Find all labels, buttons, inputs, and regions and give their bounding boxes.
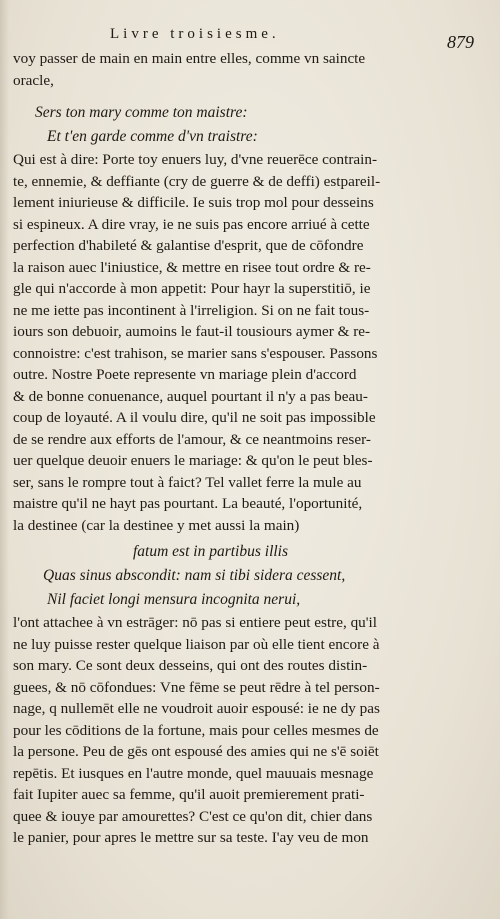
text-line: si espineux. A dire vray, ie ne suis pas encore arriué à cette xyxy=(13,215,370,233)
text-line: Qui est à dire: Porte toy enuers luy, d'vne reuerēce contrain- xyxy=(13,151,378,168)
text-line: connoistre: c'est trahison, se marier sans s'espouser. Passons xyxy=(13,344,378,362)
page-gutter-shadow xyxy=(0,0,9,919)
text-line: ser, sans le rompre tout à faict? Tel vallet ferre la mule au xyxy=(13,473,362,491)
verse-line: fatum est in partibus illis xyxy=(133,543,289,560)
page-body xyxy=(13,48,483,849)
text-line: son mary. Ce sont deux desseins, qui ont des routes distin- xyxy=(13,657,368,674)
running-title: Livre troisiesme. xyxy=(110,26,280,42)
text-line: te, ennemie, & deffiante (cry de guerre & de deffi) estpareil- xyxy=(13,172,381,190)
text-line: lement iniurieuse & difficile. Ie suis trop mol pour desseins xyxy=(13,194,374,211)
text-line: pour les cōditions de la fortune, mais pour celles mesmes de xyxy=(13,721,379,739)
text-line: iours son debuoir, aumoins le faut-il tousiours aymer & re- xyxy=(13,323,371,340)
text-line: de se rendre aux efforts de l'amour, & ce neantmoins reser- xyxy=(13,430,371,448)
text-line: la persone. Peu de gēs ont espousé des amies qui ne s'ē soiēt xyxy=(13,743,379,760)
text-line: uer quelque deuoir enuers le mariage: & qu'on le peut bles- xyxy=(13,452,373,469)
text-line: la raison auec l'iniustice, & mettre en risee tout ordre & re- xyxy=(13,258,371,276)
verse-line: Quas sinus abscondit: nam si tibi sidera cessent, xyxy=(43,567,346,584)
text-line: guees, & nō cōfondues: Vne fēme se peut rēdre à tel person- xyxy=(13,678,380,696)
verse-line: Et t'en garde comme d'vn traistre: xyxy=(47,128,258,145)
page-number: 879 xyxy=(447,32,474,52)
text-line: coup de loyauté. A il voulu dire, qu'il ne soit pas impossible xyxy=(13,409,376,426)
text-line: repētis. Et iusques en l'autre monde, quel mauuais mesnage xyxy=(13,764,374,782)
text-line: oracle, xyxy=(13,71,54,89)
text-line: maistre qu'il ne hayt pas pourtant. La beauté, l'oportunité, xyxy=(13,495,363,512)
text-line: l'ont attachee à vn estrāger: nō pas si entiere peut estre, qu'il xyxy=(13,614,377,631)
text-line: voy passer de main en main entre elles, comme vn saincte xyxy=(13,50,366,67)
text-line: fait Iupiter auec sa femme, qu'il auoit premierement prati- xyxy=(13,786,365,803)
text-line: & de bonne conuenance, auquel pourtant il n'y a pas beau- xyxy=(13,387,368,405)
text-line: nage, q nullemēt elle ne voudroit auoir espousé: ie ne dy pas xyxy=(13,700,380,717)
text-line: le panier, pour apres le mettre sur sa teste. I'ay veu de mon xyxy=(13,829,369,846)
text-line: quee & iouye par amourettes? C'est ce qu'on dit, chier dans xyxy=(13,807,373,825)
verse-line: Nil faciet longi mensura incognita nerui, xyxy=(47,591,301,608)
verse-line: Sers ton mary comme ton maistre: xyxy=(35,104,248,121)
text-line: gle qui n'accorde à mon appetit: Pour hayr la superstitiō, ie xyxy=(13,280,371,297)
text-line: perfection d'habileté & galantise d'esprit, que de cōfondre xyxy=(13,237,364,254)
text-line: la destinee (car la destinee y met aussi la main) xyxy=(13,516,300,534)
text-line: ne luy puisse rester quelque liaison par où elle tient encore à xyxy=(13,635,380,653)
text-line: outre. Nostre Poete represente vn mariage plein d'accord xyxy=(13,366,357,383)
text-line: ne me iette pas incontinent à l'irreligion. Si on ne fait tous- xyxy=(13,301,370,319)
